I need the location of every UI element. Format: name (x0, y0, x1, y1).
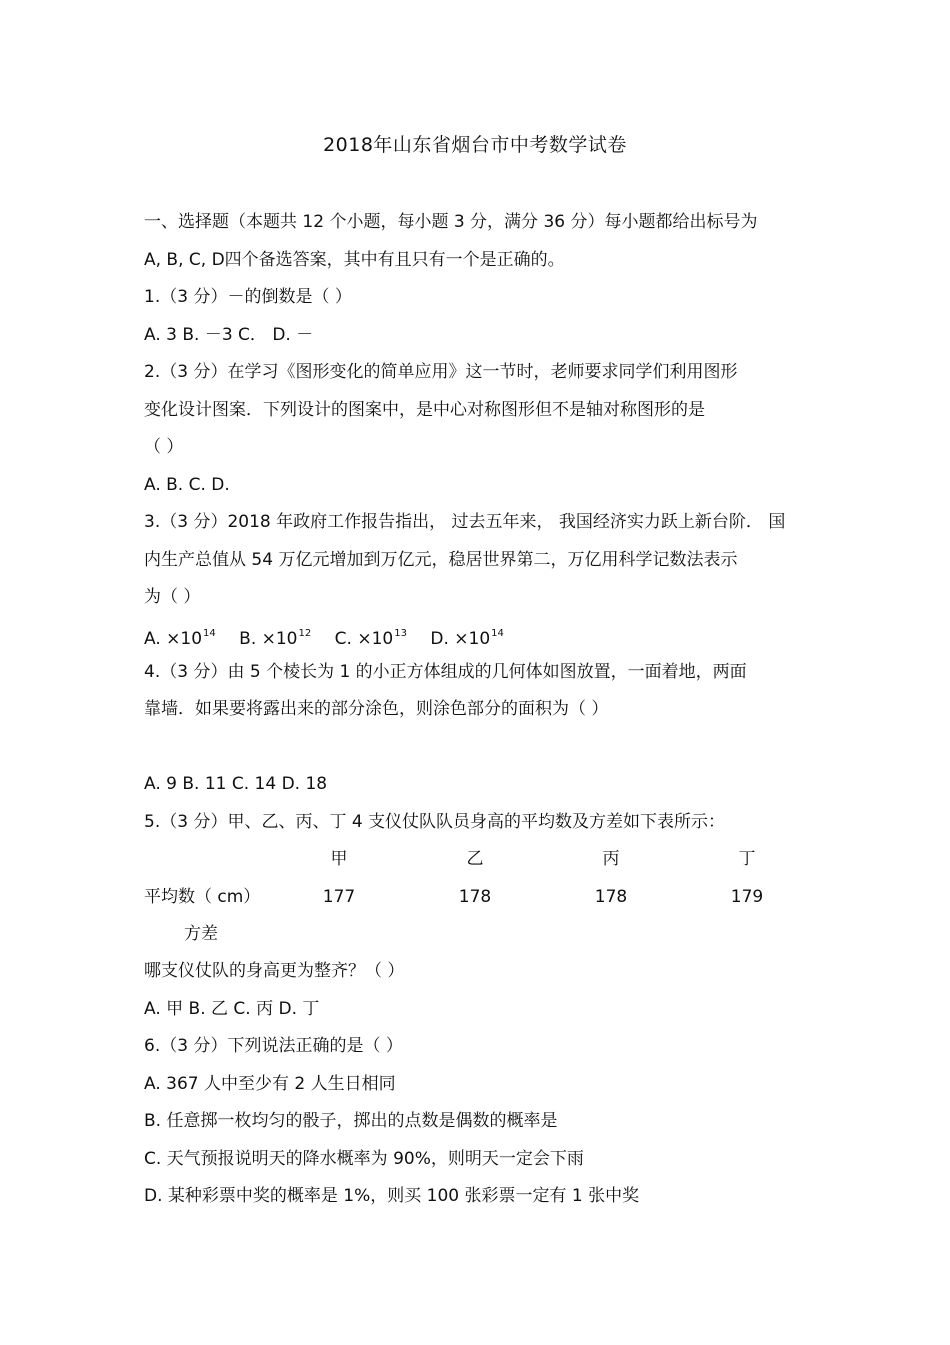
table-row-label: 方差 (184, 924, 218, 944)
question-3-option-d: D. $\times 10^{14}$ (430, 628, 504, 649)
table-header-cell: 甲 (330, 849, 348, 869)
table-cell: 179 (730, 887, 764, 907)
table-cell: 177 (322, 887, 356, 907)
question-3-option-c: C. $\times 10^{13}$ (334, 628, 407, 649)
table-cell: 178 (594, 887, 628, 907)
question-6-option-d: D. 某种彩票中奖的概率是 1%，则买 100 张彩票一定有 1 张中奖 (144, 1186, 640, 1206)
question-3-options (144, 623, 504, 650)
question-2-options: A. B. C. D. (144, 475, 230, 495)
section-instructions-line2: A, B, C, D四个备选答案，其中有且只有一个是正确的。 (144, 250, 565, 270)
question-5-options: A. 甲 B. 乙 C. 丙 D. 丁 (144, 999, 320, 1019)
question-4-options: A. 9 B. 11 C. 14 D. 18 (144, 774, 328, 794)
question-6-stem: 6.（3 分）下列说法正确的是（ ） (144, 1036, 403, 1056)
question-4-line1: 4.（3 分）由 5 个棱长为 1 的小正方体组成的几何体如图放置，一面着地，两面 (144, 662, 747, 682)
question-5-stem: 5.（3 分）甲、乙、丙、丁 4 支仪仗队队员身高的平均数及方差如下表所示： (144, 812, 726, 832)
question-6-option-b: B. 任意掷一枚均匀的骰子，掷出的点数是偶数的概率是 (144, 1111, 558, 1131)
question-3-line1: 3.（3 分）2018 年政府工作报告指出， 过去五年来， 我国经济实力跃上新台阶． 国 (144, 512, 786, 532)
question-4-line2: 靠墙．如果要将露出来的部分涂色，则涂色部分的面积为（ ） (144, 699, 609, 719)
table-cell: 178 (458, 887, 492, 907)
page-title: 2018年山东省烟台市中考数学试卷 (323, 134, 627, 156)
question-2-line1: 2.（3 分）在学习《图形变化的简单应用》这一节时，老师要求同学们利用图形 (144, 362, 738, 382)
table-row-label: 平均数（ cm） (144, 887, 261, 907)
question-3-option-a: A. $\times 10^{14}$ (144, 628, 216, 649)
table-header-cell: 丁 (738, 849, 756, 869)
question-3-line3: 为（ ） (144, 587, 201, 607)
question-6-option-a: A. 367 人中至少有 2 人生日相同 (144, 1074, 396, 1094)
question-3-option-b: B. $\times 10^{12}$ (239, 628, 312, 649)
table-header-cell: 丙 (602, 849, 620, 869)
question-1-stem: 1.（3 分）－的倒数是（ ） (144, 287, 352, 307)
question-1-options: A. 3 B. －3 C． D. － (144, 325, 314, 345)
table-header-cell: 乙 (466, 849, 484, 869)
question-3-line2: 内生产总值从 54 万亿元增加到万亿元，稳居世界第二，万亿用科学记数法表示 (144, 550, 738, 570)
question-5-question: 哪支仪仗队的身高更为整齐？（ ） (144, 961, 405, 981)
question-2-line2: 变化设计图案．下列设计的图案中，是中心对称图形但不是轴对称图形的是 (144, 400, 705, 420)
question-2-line3: （ ） (144, 437, 184, 457)
question-6-option-c: C. 天气预报说明天的降水概率为 90%，则明天一定会下雨 (144, 1149, 584, 1169)
section-instructions-line1: 一、选择题（本题共 12 个小题，每小题 3 分，满分 36 分）每小题都给出标号为 (144, 212, 758, 232)
